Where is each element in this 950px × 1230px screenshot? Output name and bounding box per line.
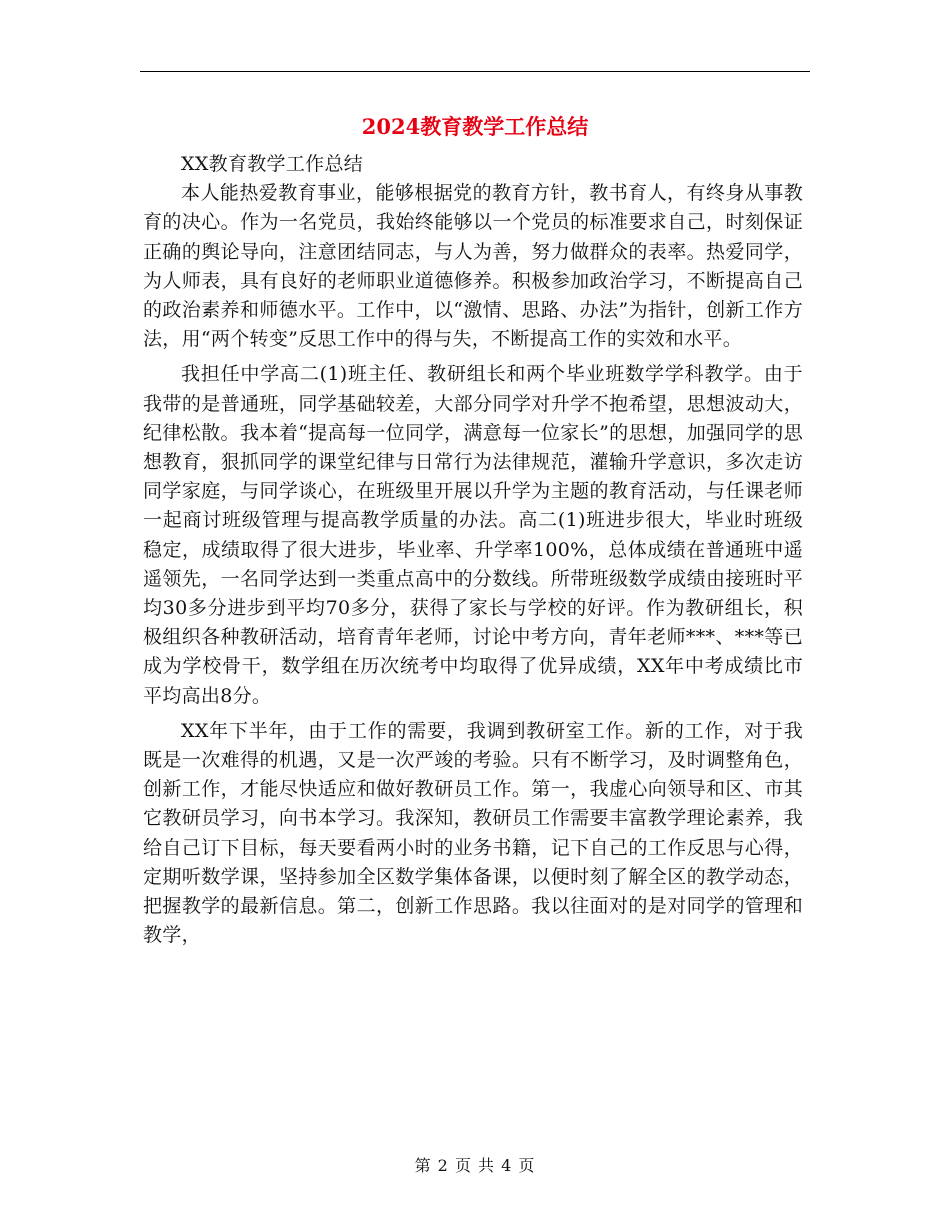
- paragraph-1: 本人能热爱教育事业，能够根据党的教育方针，教书育人，有终身从事教育的决心。作为一名党员，我始终能够以一个党员的标准要求自己，时刻保证正确的舆论导向，注意团结同志，与人为善，努力做群众的表率。热爱同学，为人师表，具有良好的老师职业道德修养。积极参加政治学习，不断提高自己的政治素养和师德水平。工作中，以“激情、思路、办法”为指针，创新工作方法，用“两个转变”反思工作中的得与失，不断提高工作的实效和水平。: [143, 182, 803, 351]
- header-rule: [140, 71, 810, 72]
- document-title: 2024教育教学工作总结: [361, 114, 589, 139]
- document-subtitle: XX教育教学工作总结: [181, 153, 364, 175]
- paragraph-3: XX年下半年，由于工作的需要，我调到教研室工作。新的工作，对于我既是一次难得的机遇，又是一次严竣的考验。只有不断学习，及时调整角色，创新工作，才能尽快适应和做好教研员工作。第一，我虚心向领导和区、市其它教研员学习，向书本学习。我深知，教研员工作需要丰富教学理论素养，我给自己订下目标，每天要看两小时的业务书籍，记下自己的工作反思与心得，定期听数学课，坚持参加全区数学集体备课，以便时刻了解全区的教学动态，把握教学的最新信息。第二，创新工作思路。我以往面对的是对同学的管理和教学，: [143, 719, 803, 947]
- paragraph-2: 我担任中学高二(1)班主任、教研组长和两个毕业班数学学科教学。由于我带的是普通班，同学基础较差，大部分同学对升学不抱希望，思想波动大，纪律松散。我本着“提高每一位同学，满意每一位家长”的思想，加强同学的思想教育，狠抓同学的课堂纪律与日常行为法律规范，灌输升学意识，多次走访同学家庭，与同学谈心，在班级里开展以升学为主题的教育活动，与任课老师一起商讨班级管理与提高教学质量的办法。高二(1)班进步很大，毕业时班级稳定，成绩取得了很大进步，毕业率、升学率100%，总体成绩在普通班中遥遥领先，一名同学达到一类重点高中的分数线。所带班级数学成绩由接班时平均30多分进步到平均70多分，获得了家长与学校的好评。作为教研组长，积极组织各种教研活动，培育青年老师，讨论中考方向，青年老师***、***等已成为学校骨干，数学组在历次统考中均取得了优异成绩，XX年中考成绩比市平均高出8分。: [143, 363, 803, 707]
- page-number: 第 2 页 共 4 页: [414, 1156, 536, 1175]
- document-body: [143, 150, 803, 950]
